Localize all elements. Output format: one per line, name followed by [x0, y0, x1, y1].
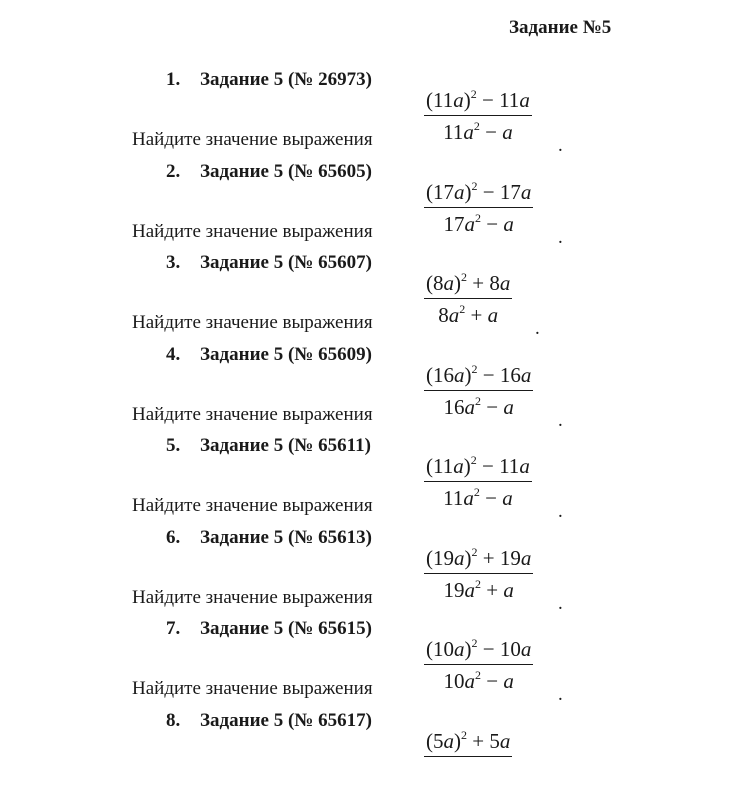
fraction-denominator: $11a^2 - a$ [443, 485, 513, 510]
operator: − [481, 88, 494, 112]
task-number: 3. [166, 252, 181, 273]
task-number: 1. [166, 69, 181, 90]
fraction-numerator: $(16a)^2 - 16a$ [424, 362, 533, 391]
operator: − [482, 179, 495, 204]
task-item [0, 710, 750, 802]
task-title: Задание 5 (№ 26973) [200, 69, 372, 90]
task-heading [166, 435, 371, 457]
task-item [0, 527, 750, 619]
fraction-numerator: $(10a)^2 - 10a$ [424, 636, 533, 665]
coefficient: 11 [433, 454, 454, 478]
coefficient: 19 [433, 545, 454, 570]
task-item [0, 252, 750, 344]
task-number: 7. [166, 618, 181, 639]
coefficient: 8 [433, 271, 444, 295]
coefficient: 11 [499, 88, 520, 112]
task-heading [166, 161, 372, 183]
fraction-denominator: $17a^2 - a$ [443, 210, 514, 236]
coefficient: 16 [433, 362, 454, 387]
coefficient: 19 [443, 577, 465, 602]
task-title: Задание 5 (№ 65605) [200, 160, 372, 182]
task-heading [166, 252, 372, 274]
math-expression [424, 636, 533, 694]
fraction-denominator: $11a^2 - a$ [443, 119, 513, 144]
task-prompt: Найдите значение выражения [132, 220, 373, 242]
coefficient: 5 [489, 728, 500, 753]
math-expression [424, 87, 532, 145]
coefficient: 17 [443, 211, 465, 236]
task-prompt: Найдите значение выражения [132, 586, 373, 608]
period: . [558, 226, 563, 248]
task-number: 6. [166, 526, 181, 548]
coefficient: 17 [433, 179, 454, 204]
task-heading [166, 69, 372, 91]
fraction-denominator: $16a^2 - a$ [443, 393, 514, 419]
task-item [0, 435, 750, 527]
coefficient: 16 [499, 362, 521, 387]
operator: − [482, 362, 495, 387]
coefficient: 16 [443, 394, 465, 419]
task-prompt: Найдите значение выражения [132, 495, 373, 516]
math-expression [424, 179, 533, 237]
task-title: Задание 5 (№ 65615) [200, 618, 372, 639]
task-item [0, 69, 750, 161]
task-heading [166, 344, 372, 366]
fraction-numerator: $(11a)^2 - 11a$ [424, 453, 532, 482]
task-prompt: Найдите значение выражения [132, 312, 373, 333]
fraction-numerator: $(5a)^2 + 5a$ [424, 728, 512, 757]
fraction-numerator: $(8a)^2 + 8a$ [424, 270, 512, 299]
period: . [558, 409, 563, 431]
task-item [0, 161, 750, 253]
task-number: 4. [166, 343, 181, 365]
fraction-numerator: $(11a)^2 - 11a$ [424, 87, 532, 116]
operator: − [485, 120, 497, 144]
operator: − [486, 669, 499, 693]
period: . [558, 684, 563, 705]
coefficient: 10 [499, 637, 521, 661]
math-expression [424, 362, 533, 420]
task-prompt: Найдите значение выражения [132, 678, 373, 699]
coefficient: 11 [443, 486, 464, 510]
task-title: Задание 5 (№ 65617) [200, 709, 372, 731]
operator: − [482, 637, 495, 661]
task-heading [166, 710, 372, 732]
math-expression [424, 728, 512, 757]
fraction-numerator: $(17a)^2 - 17a$ [424, 179, 533, 208]
task-title: Задание 5 (№ 65613) [200, 526, 372, 548]
period: . [558, 501, 563, 522]
coefficient: 10 [443, 669, 465, 693]
period: . [558, 592, 563, 614]
coefficient: 11 [433, 88, 454, 112]
period: . [535, 318, 540, 339]
task-number: 5. [166, 435, 181, 456]
coefficient: 8 [438, 303, 449, 327]
fraction-denominator: $19a^2 + a$ [443, 576, 514, 602]
operator: + [470, 303, 483, 327]
coefficient: 10 [433, 637, 454, 661]
operator: − [486, 211, 499, 236]
operator: + [472, 728, 485, 753]
fraction-denominator: $10a^2 - a$ [443, 668, 514, 693]
operator: − [486, 394, 499, 419]
page-title: Задание №5 [509, 17, 612, 38]
math-expression [424, 545, 533, 603]
math-expression [424, 453, 532, 511]
coefficient: 11 [443, 120, 464, 144]
coefficient: 5 [433, 728, 444, 753]
fraction-numerator: $(19a)^2 + 19a$ [424, 545, 533, 574]
coefficient: 19 [499, 545, 521, 570]
fraction-denominator: $8a^2 + a$ [438, 302, 499, 327]
task-heading [166, 618, 372, 640]
coefficient: 11 [499, 454, 520, 478]
coefficient: 17 [499, 179, 521, 204]
task-number: 2. [166, 160, 181, 182]
task-item [0, 618, 750, 710]
operator: + [472, 271, 485, 295]
task-title: Задание 5 (№ 65611) [200, 435, 371, 456]
operator: + [486, 577, 499, 602]
task-title: Задание 5 (№ 65607) [200, 252, 372, 273]
task-prompt: Найдите значение выражения [132, 129, 373, 150]
task-item [0, 344, 750, 436]
period: . [558, 135, 563, 156]
operator: − [481, 454, 494, 478]
math-expression [424, 270, 512, 328]
task-prompt: Найдите значение выражения [132, 403, 373, 425]
task-title: Задание 5 (№ 65609) [200, 343, 372, 365]
operator: + [482, 545, 495, 570]
coefficient: 8 [489, 271, 500, 295]
task-heading [166, 527, 372, 549]
operator: − [485, 486, 497, 510]
task-number: 8. [166, 709, 181, 731]
